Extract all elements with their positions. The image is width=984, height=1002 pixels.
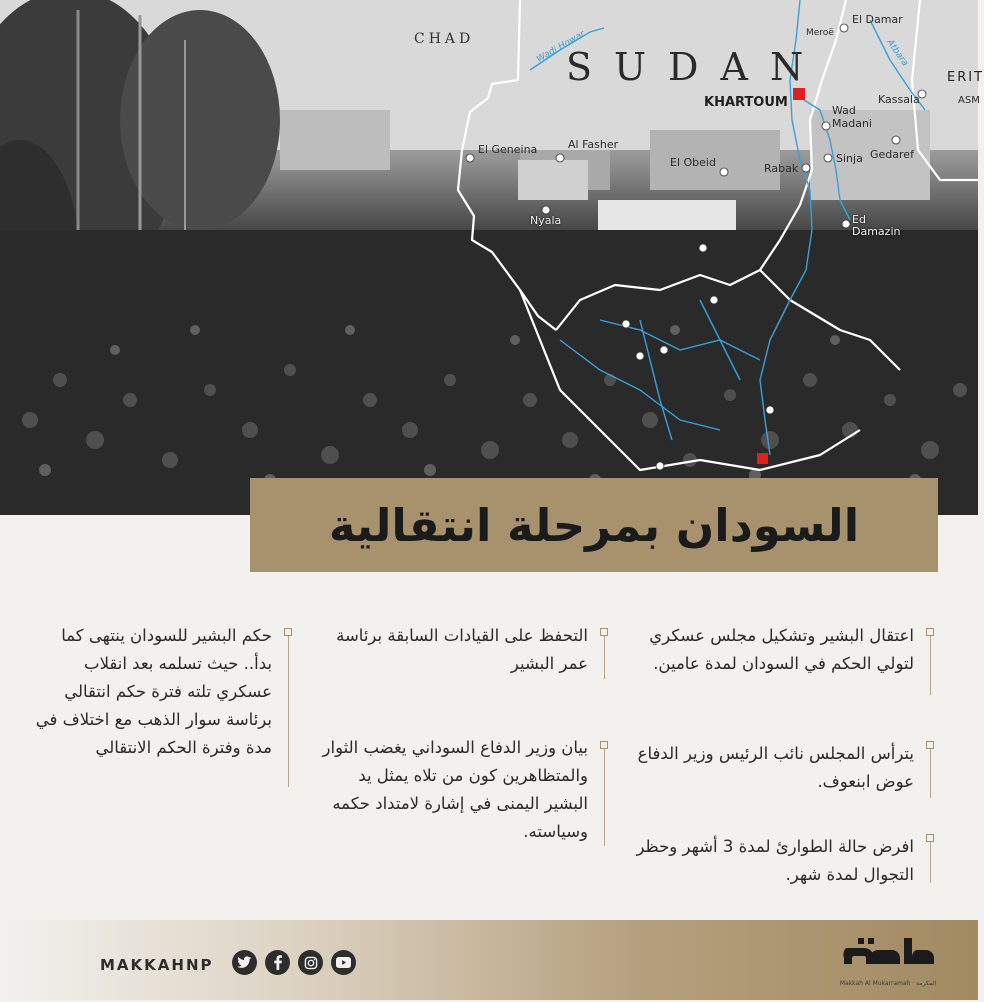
list-item bbox=[630, 622, 914, 678]
map-label-nyala: Nyala bbox=[530, 214, 562, 227]
facebook-icon[interactable] bbox=[265, 950, 290, 975]
map-label-wadi-howar: Wadi Howar bbox=[535, 29, 587, 65]
map-label-sinja: Sinja bbox=[836, 152, 863, 165]
map-label-el-geneina: El Geneina bbox=[478, 143, 538, 156]
map-label-el-damar: El Damar bbox=[852, 13, 903, 26]
youtube-icon[interactable] bbox=[331, 950, 356, 975]
column-divider bbox=[604, 746, 605, 846]
map-label-meroe: Meroë bbox=[806, 28, 834, 38]
bullet-icon bbox=[600, 628, 608, 636]
list-item bbox=[630, 740, 914, 796]
map-label-kassala: Kassala bbox=[878, 93, 920, 106]
bullet-icon bbox=[926, 628, 934, 636]
title-banner bbox=[250, 478, 938, 572]
makkah-logo bbox=[838, 928, 938, 998]
item-text: اعتقال البشير وتشكيل مجلس عسكري لتولي الحكم في السودان لمدة عامين. bbox=[649, 626, 914, 673]
capital-marker bbox=[793, 88, 805, 100]
list-item bbox=[34, 622, 272, 762]
map-label-wad-madani: Wad Madani bbox=[832, 104, 872, 130]
column-divider bbox=[288, 633, 289, 787]
map-label-gedaref: Gedaref bbox=[870, 148, 914, 161]
column-divider bbox=[604, 633, 605, 679]
map-label-kadugli: Kadugli bbox=[712, 234, 753, 247]
instagram-icon[interactable] bbox=[298, 950, 323, 975]
bullet-icon bbox=[926, 834, 934, 842]
list-item bbox=[322, 622, 588, 678]
item-text: حكم البشير للسودان ينتهى كما بدأ.. حيث تسلمه بعد انقلاب عسكري تلته فترة حكم انتقالي برئاسة سوار الذهب مع اختلاف في مدة وفترة الحكم الانتقالي bbox=[35, 626, 272, 757]
item-text: التحفظ على القيادات السابقة برئاسة عمر البشير bbox=[336, 626, 588, 673]
map-label-eritrea: ERIT bbox=[947, 70, 984, 85]
list-item bbox=[630, 833, 914, 889]
map-label-sudan: SUDAN bbox=[566, 45, 826, 89]
map-label-chad: CHAD bbox=[414, 31, 475, 47]
logo-subtitle: Makkah Al Mukarramah · المكرمة bbox=[839, 980, 937, 987]
map-label-el-obeid: El Obeid bbox=[670, 156, 716, 169]
map-label-rabak: Rabak bbox=[764, 162, 799, 175]
logo-icon bbox=[838, 928, 938, 998]
column-divider bbox=[930, 633, 931, 695]
column-divider bbox=[930, 746, 931, 798]
map-label-khartoum: KHARTOUM bbox=[704, 95, 788, 110]
bullet-icon bbox=[600, 741, 608, 749]
map-label-al-fasher: Al Fasher bbox=[568, 138, 619, 151]
page-title: السودان بمرحلة انتقالية bbox=[328, 498, 860, 552]
map-label-asmara: ASM bbox=[958, 95, 980, 106]
bullet-icon bbox=[284, 628, 292, 636]
twitter-icon[interactable] bbox=[232, 950, 257, 975]
bullet-icon bbox=[926, 741, 934, 749]
item-text: يترأس المجلس نائب الرئيس وزير الدفاع عوض ابنعوف. bbox=[637, 744, 914, 791]
map-label-atbara: Atbara bbox=[884, 37, 910, 69]
list-item bbox=[322, 734, 588, 846]
item-text: بيان وزير الدفاع السوداني يغضب الثوار والمتظاهرين كون من تلاه يمثل يد البشير اليمنى في إشارة لامتداد حكمه وسياسته. bbox=[322, 738, 588, 841]
map-label-ed-damazin: Ed Damazin bbox=[852, 213, 901, 238]
social-handle[interactable]: MAKKAHNP bbox=[100, 956, 214, 974]
item-text: افرض حالة الطوارئ لمدة 3 أشهر وحظر التجوال لمدة شهر. bbox=[636, 837, 914, 884]
column-divider bbox=[930, 839, 931, 883]
juba-marker bbox=[757, 453, 768, 464]
